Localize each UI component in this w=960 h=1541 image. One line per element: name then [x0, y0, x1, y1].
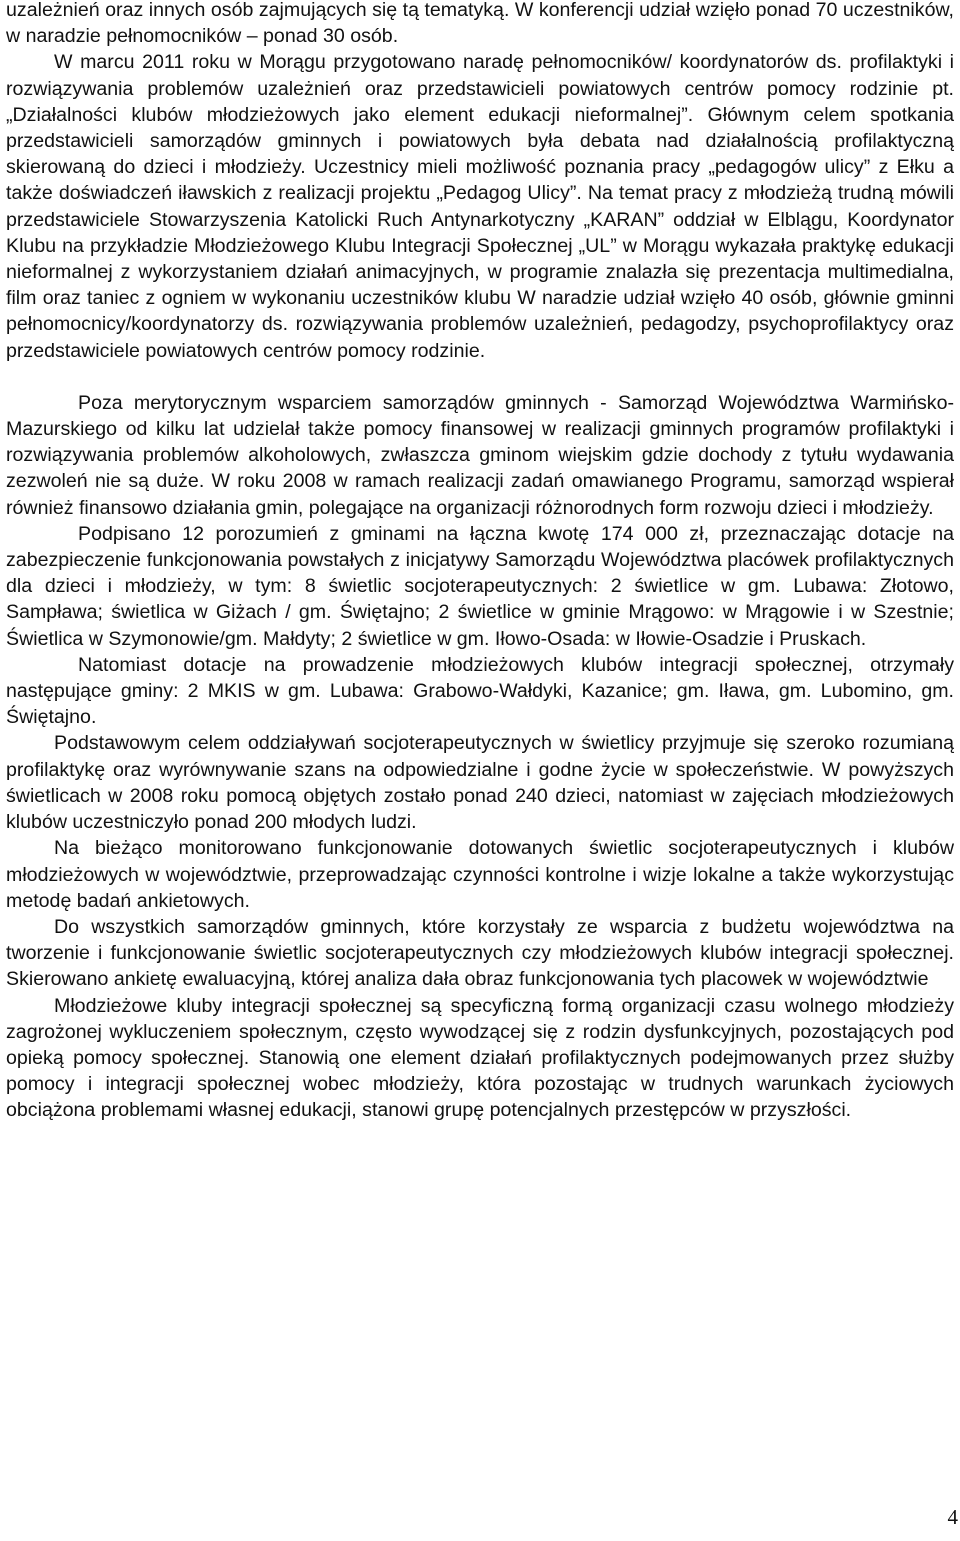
page-number: 4: [947, 1505, 958, 1529]
paragraph-intro-continuation: uzależnień oraz innych osób zajmujących się tą tematyką. W konferencji udział wzięło ponad 70 uczestników, w naradzie pełnomocników – ponad 30 osób.: [6, 0, 954, 48]
paragraph-wsparcie: Poza merytorycznym wsparciem samorządów gminnych - Samorząd Województwa Warmińsko-Mazurskiego od kilku lat udzielał także pomocy finansowej w realizacji gminnych programów profilaktyki i rozwiązywania problemów alkoholowych, zwłaszcza gminom wiejskim gdzie dochody z tytułu wydawania zezwoleń nie są duże. W roku 2008 w ramach realizacji zadań omawianego Programu, samorząd wspierał również finansowo działania gmin, polegające na organizacji różnorodnych form rozwoju dzieci i młodzieży.: [6, 391, 954, 519]
paragraph-monitorowanie: Na bieżąco monitorowano funkcjonowanie dotowanych świetlic socjoterapeutycznych i klubów młodzieżowych w województwie, przeprowadzając czynności kontrolne i wizje lokalne a także wykorzystując metodę badań ankietowych.: [6, 837, 954, 912]
paragraph-ankieta: Do wszystkich samorządów gminnych, które korzystały ze wsparcia z budżetu województwa na tworzenie i funkcjonowanie świetlic socjoterapeutycznych czy młodzieżowych klubów integracji społecznej. Skierowano ankietę ewaluacyjną, której analiza dała obraz funkcjonowania tych placowek w województwie: [6, 915, 954, 991]
paragraph-porozumienia: Podpisano 12 porozumień z gminami na łączna kwotę 174 000 zł, przeznaczając dotacje na zabezpieczenie funkcjonowania powstałych z inicjatywy Samorządu Województwa placówek profilaktycznych dla dzieci i młodzieży, w tym: 8 świetlic socjoterapeutycznych: 2 świetlice w gm. Lubawa: Złotowo, Sampława; świetlica w Giżach / gm. Świętajno; 2 świetlice w gminie Mrągowo: w Mrągowie i w Szestnie; Świetlica w Szymonowie/gm. Małdyty; 2 świetlice w gm. Iłowo-Osada: w Iłowie-Osadzie i Pruskach.: [6, 522, 954, 650]
paragraph-moragu-narada: W marcu 2011 roku w Morągu przygotowano naradę pełnomocników/ koordynatorów ds. profilaktyki i rozwiązywania problemów uzależnień oraz przedstawicieli powiatowych centrów pomocy rodzinie pt. „Działalności klubów młodzieżowych jako element edukacji nieformalnej”. Głównym celem spotkania przedstawicieli samorządów gminnych i powiatowych była debata nad działalnością profilaktyczną skierowaną do dzieci i młodzieży. Uczestnicy mieli możliwość poznania pracy „pedagogów ulicy” z Ełku a także doświadczeń iławskich z realizacji projektu „Pedagog Ulicy”. Na temat pracy z młodzieżą trudną mówili przedstawiciele Stowarzyszenia Katolicki Ruch Antynarkotyczny „KARAN” oddział w Elblągu, Koordynator Klubu na przykładzie Młodzieżowego Klubu Integracji Społecznej „UL” w Morągu wykazała praktykę edukacji nieformalnej z wykorzystaniem działań animacyjnych, w programie znalazła się prezentacja multimedialna, film oraz taniec z ogniem w wykonaniu uczestników klubu W naradzie udział wzięło 40 osób, głównie gminni pełnomocnicy/koordynatorzy ds. rozwiązywania problemów uzależnień, pedagodzy, psychoprofilaktycy oraz przedstawiciele powiatowych centrów pomocy rodzinie.: [6, 51, 954, 362]
document-page: [6, 0, 954, 1124]
paragraph-cel-oddzialywan: Podstawowym celem oddziaływań socjoterapeutycznych w świetlicy przyjmuje się szeroko rozumianą profilaktykę oraz wyrównywanie szans na odpowiedzialne i godne życie w społeczeństwie. W powyższych świetlicach w 2008 roku pomocą objętych zostało ponad 240 dzieci, natomiast w zajęciach młodzieżowych klubów uczestniczyło ponad 200 młodych ludzi.: [6, 732, 954, 834]
paragraph-mkis: Młodzieżowe kluby integracji społecznej są specyficzną formą organizacji czasu wolnego młodzieży zagrożonej wykluczeniem społecznym, często wywodzącej się z rodzin dysfunkcyjnych, pozostających pod opieką pomocy społecznej. Stanowią one element działań profilaktycznych podejmowanych przez służby pomocy i integracji społecznej wobec młodzieży, która pozostając w trudnych warunkach życiowych obciążona problemami własnej edukacji, stanowi grupę potencjalnych przestępców w przyszłości.: [6, 994, 954, 1122]
paragraph-kluby-dotacje: Natomiast dotacje na prowadzenie młodzieżowych klubów integracji społecznej, otrzymały następujące gminy: 2 MKIS w gm. Lubawa: Grabowo-Wałdyki, Kazanice; gm. Iława, gm. Lubomino, gm. Świętajno.: [6, 653, 954, 729]
